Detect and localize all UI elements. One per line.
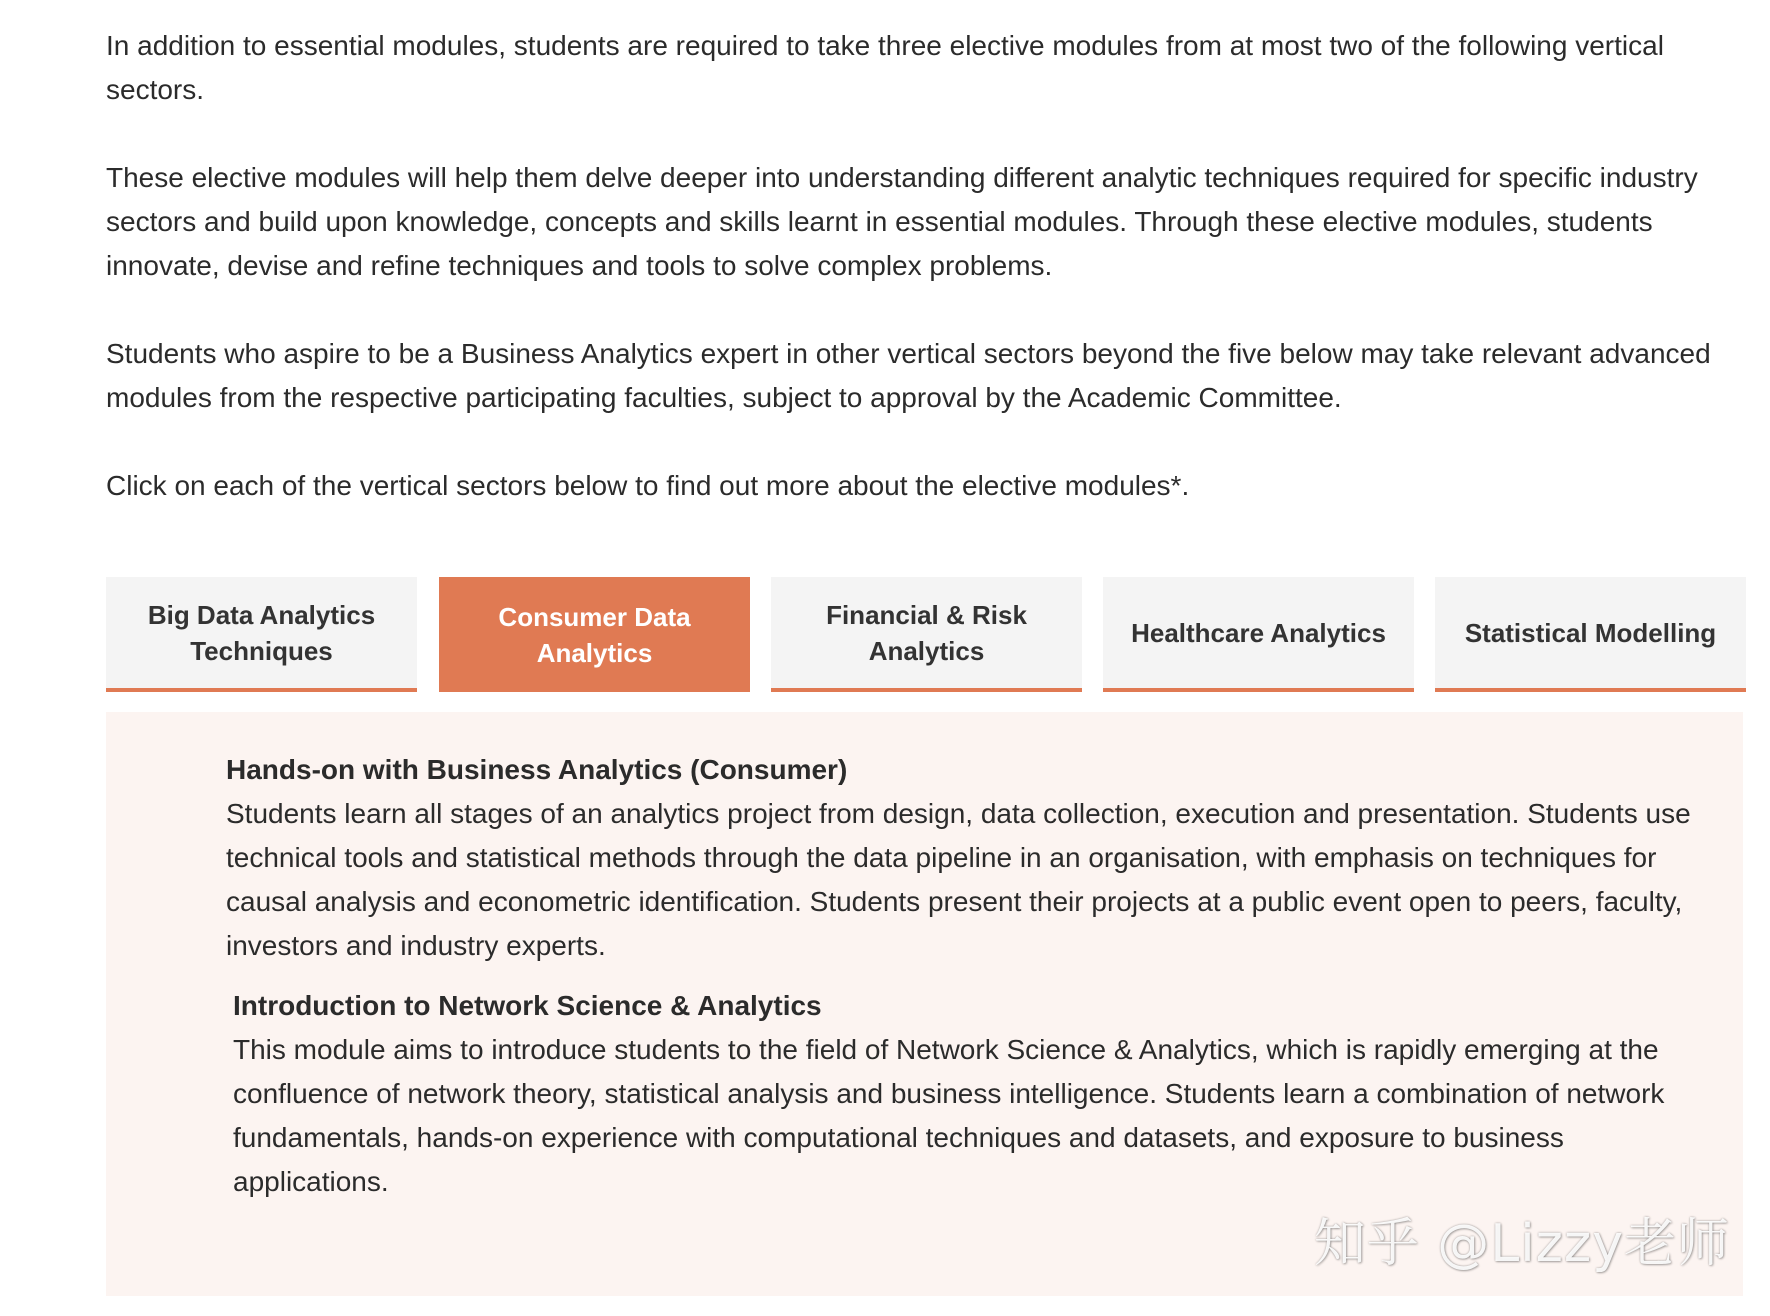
module-title: Hands-on with Business Analytics (Consumer) [226,754,848,785]
tab-label: Consumer Data Analytics [498,601,691,668]
tab-healthcare-analytics[interactable] [1103,577,1414,692]
sector-tabs [106,577,1743,712]
tab-big-data-analytics-techniques[interactable] [106,577,417,692]
module-item [233,984,1713,1204]
watermark: 知乎 @Lizzy老师 [1313,1214,1730,1274]
tab-label: Financial & Risk Analytics [826,599,1027,666]
intro-paragraph: These elective modules will help them delve deeper into understanding different analytic techniques required for specific industry sectors and build upon knowledge, concepts and skills learnt in essential modules. Through these elective modules, students innovate, devise and refine techniques and tools to solve complex problems. [106,162,1698,281]
module-description: Students learn all stages of an analytics project from design, data collection, execution and presentation. Students use technical tools and statistical methods through the data pipeline in an organisation, with emphasis on techniques for causal analysis and econometric identification. Students present their projects at a public event open to peers, faculty, investors and industry experts. [226,798,1691,961]
tab-consumer-data-analytics[interactable] [439,577,750,692]
tab-statistical-modelling[interactable] [1435,577,1746,692]
tab-label: Big Data Analytics Techniques [147,599,376,666]
module-description: This module aims to introduce students to the field of Network Science & Analytics, which is rapidly emerging at the confluence of network theory, statistical analysis and business intelligence. Students learn a combination of network fundamentals, hands-on experience with computational techniques and datasets, and exposure to business applications. [233,1034,1665,1197]
intro-paragraph: Students who aspire to be a Business Analytics expert in other vertical sectors beyond the five below may take relevant advanced modules from the respective participating faculties, subject to approval by the Academic Committee. [106,338,1711,413]
intro-paragraph: In addition to essential modules, students are required to take three elective modules from at most two of the following vertical sectors. [106,30,1664,105]
tab-label: Healthcare Analytics [1131,617,1386,648]
intro-section [106,24,1736,552]
module-item [226,748,1706,968]
intro-paragraph: Click on each of the vertical sectors below to find out more about the elective modules*. [106,470,1190,501]
tab-financial-risk-analytics[interactable] [771,577,1082,692]
module-title: Introduction to Network Science & Analytics [233,990,822,1021]
tab-label: Statistical Modelling [1464,617,1717,648]
